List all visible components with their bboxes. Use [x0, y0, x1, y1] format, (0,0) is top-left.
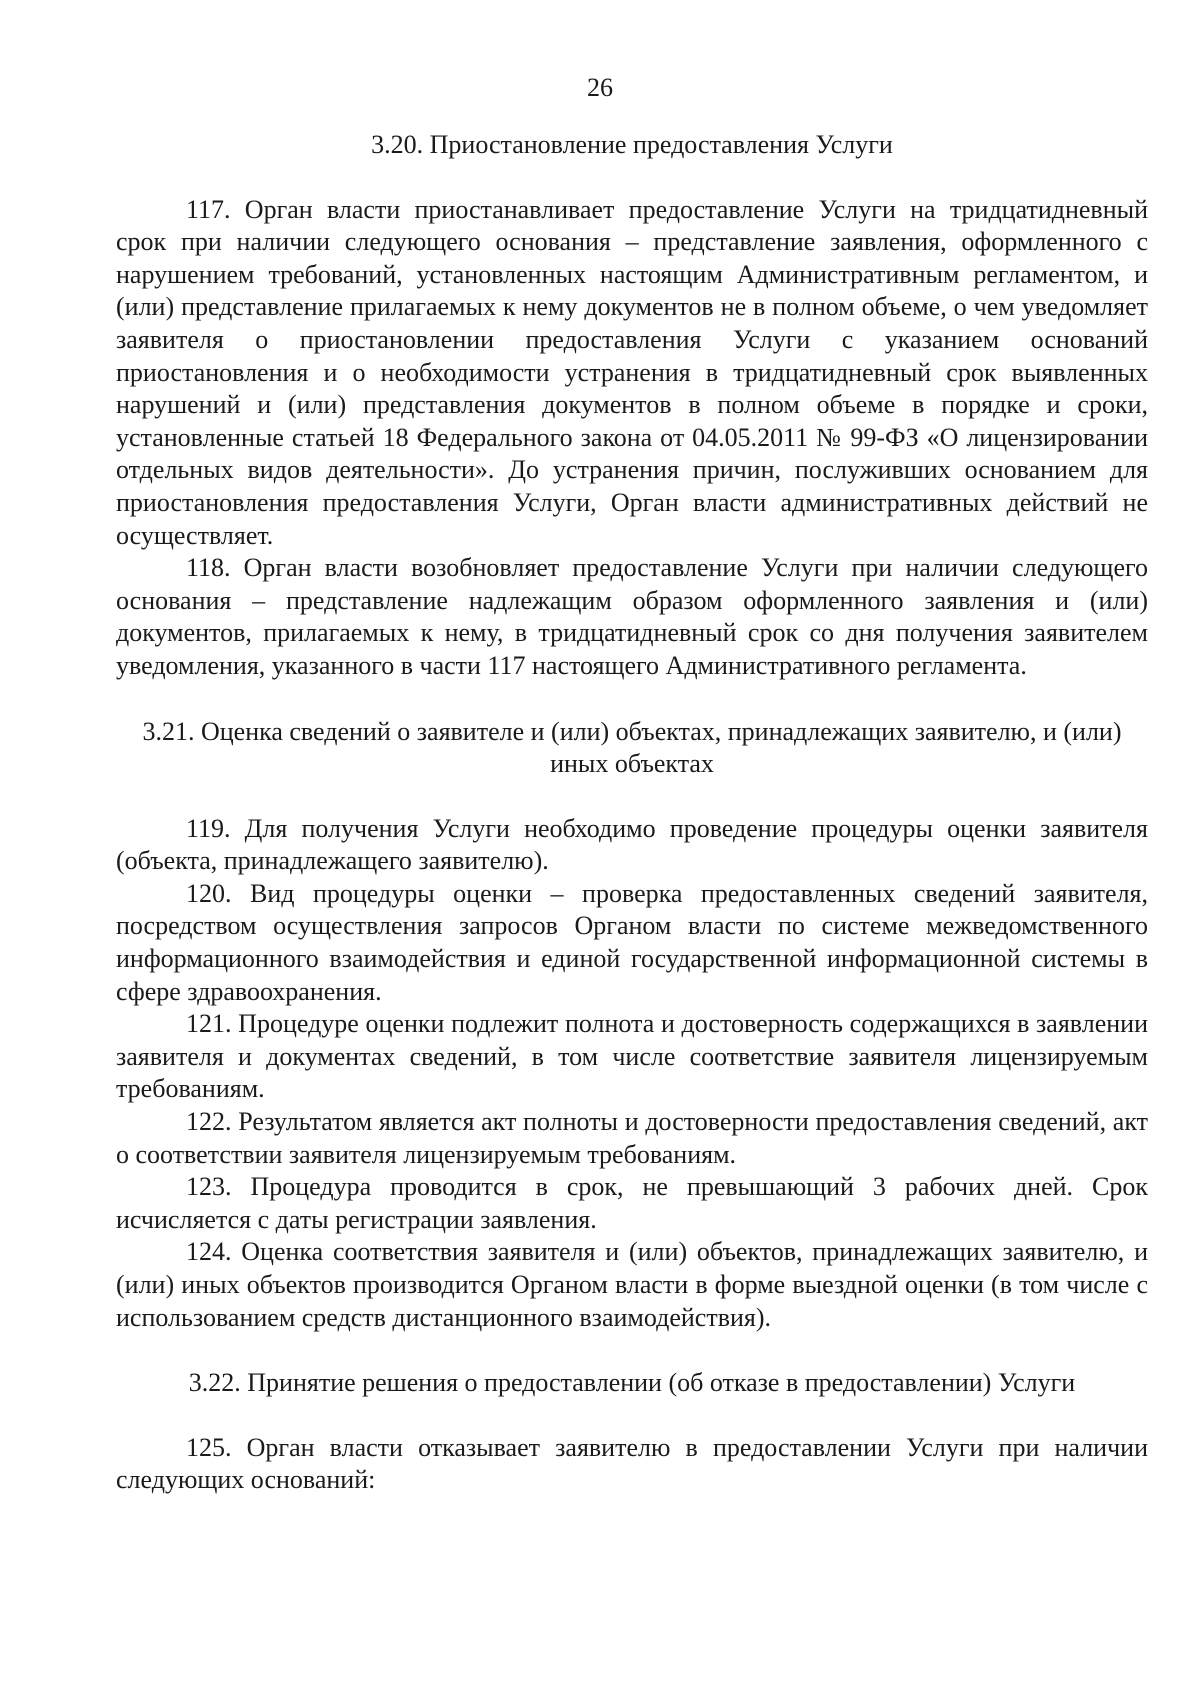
- spacer: [116, 162, 1148, 194]
- spacer: [116, 1400, 1148, 1432]
- section-heading-3-21: 3.21. Оценка сведений о заявителе и (или) объектах, принадлежащих заявителю, и (или) иных объектах: [142, 716, 1122, 779]
- section-heading-3-22: 3.22. Принятие решения о предоставлении (об отказе в предоставлении) Услуги: [188, 1368, 1076, 1398]
- spacer: [116, 683, 1148, 716]
- paragraph-117: 117. Орган власти приостанавливает предоставление Услуги на тридцатидневный срок при наличии следующего основания – представление заявления, оформленного с нарушением требований, установленных настоящим Административным регламентом, и (или) представление прилагаемых к нему документов не в полном объеме, о чем уведомляет заявителя о приостановлении предоставления Услуги с указанием оснований приостановления и о необходимости устранения в тридцатидневный срок выявленных нарушений и (или) представления документов в полном объеме в порядке и сроки, установленные статьей 18 Федерального закона от 04.05.2011 № 99-ФЗ «О лицензировании отдельных видов деятельности». До устранения причин, послуживших основанием для приостановления предоставления Услуги, Орган власти административных действий не осуществляет.: [116, 194, 1148, 550]
- paragraph-124: 124. Оценка соответствия заявителя и (или) объектов, принадлежащих заявителю, и (или) иных объектов производится Органом власти в форме выездной оценки (в том числе с использованием средств дистанционного взаимодействия).: [116, 1237, 1148, 1332]
- page-content: [116, 129, 1148, 1497]
- paragraph-120: 120. Вид процедуры оценки – проверка предоставленных сведений заявителя, посредством осуществления запросов Органом власти по системе межведомственного информационного взаимодействия и единой государственной информационной системы в сфере здравоохранения.: [116, 878, 1148, 1006]
- page-number: 26: [587, 73, 613, 102]
- section-heading-3-20: 3.20. Приостановление предоставления Услуги: [371, 130, 893, 159]
- spacer: [116, 781, 1148, 813]
- paragraph-118: 118. Орган власти возобновляет предоставление Услуги при наличии следующего основания – представление надлежащим образом оформленного заявления и (или) документов, прилагаемых к нему, в тридцатидневный срок со дня получения заявителем уведомления, указанного в части 117 настоящего Административного регламента.: [116, 553, 1148, 680]
- paragraph-125: 125. Орган власти отказывает заявителю в предоставлении Услуги при наличии следующих оснований:: [116, 1432, 1148, 1495]
- paragraph-119: 119. Для получения Услуги необходимо проведение процедуры оценки заявителя (объекта, принадлежащего заявителю).: [116, 813, 1148, 876]
- paragraph-123: 123. Процедура проводится в срок, не превышающий 3 рабочих дней. Срок исчисляется с даты регистрации заявления.: [116, 1172, 1148, 1234]
- paragraph-121: 121. Процедуре оценки подлежит полнота и достоверность содержащихся в заявлении заявителя и документах сведений, в том числе соответствие заявителя лицензируемым требованиям.: [116, 1009, 1148, 1104]
- spacer: [116, 1334, 1148, 1367]
- paragraph-122: 122. Результатом является акт полноты и достоверности предоставления сведений, акт о соответствии заявителя лицензируемым требованиям.: [116, 1107, 1148, 1169]
